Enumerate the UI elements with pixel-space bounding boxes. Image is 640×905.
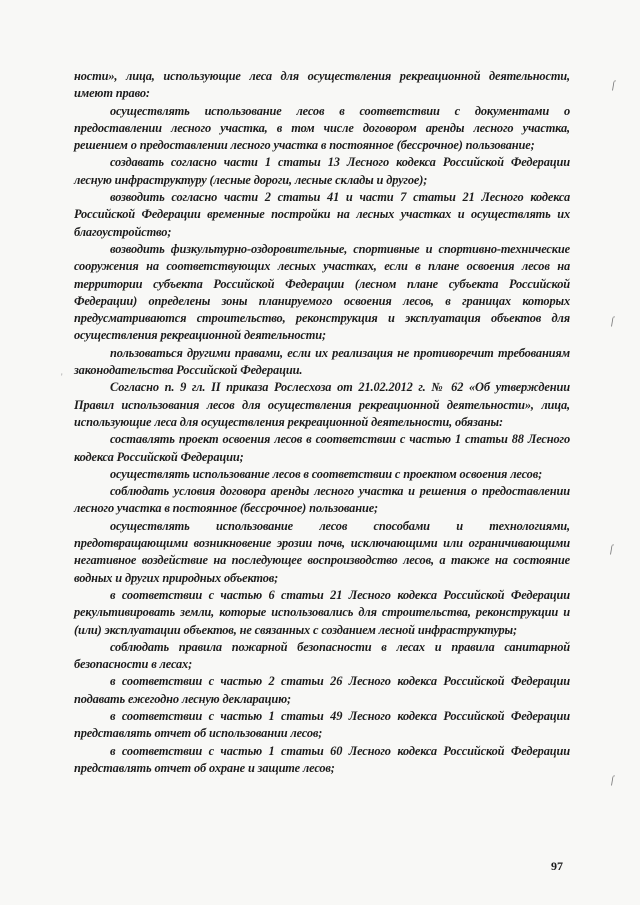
- paragraph: составлять проект освоения лесов в соответствии с частью 1 статьи 88 Лесного кодекса Российской Федерации;: [74, 432, 570, 464]
- page-number: 97: [551, 859, 563, 873]
- paragraph: осуществлять использование лесов способами и технологиями, предотвращающими возникновение эрозии почв, исключающими или ограничивающими негативное воздействие на последующее воспроизводство лесов, а также на состояние водных и других природных объектов;: [74, 518, 570, 585]
- paragraph: в соответствии с частью 1 статьи 49 Лесного кодекса Российской Федерации представлять отчет об использовании лесов;: [74, 708, 570, 741]
- paragraph: в соответствии с частью 6 статьи 21 Лесного кодекса Российской Федерации рекультивировать земли, которые использовались для строительства, реконструкции и (или) эксплуатации объектов, не связанных с созданием лесной инфраструктуры;: [74, 587, 570, 637]
- paragraph: соблюдать правила пожарной безопасности в лесах и правила санитарной безопасности в лесах;: [74, 639, 570, 672]
- margin-mark: ſ: [611, 316, 614, 327]
- paragraph: Согласно п. 9 гл. II приказа Рослесхоза от 21.02.2012 г. № 62 «Об утверждении Правил использования лесов для осуществления рекреационной деятельности», лица, использующие леса для осуществления рекреационной деятельности, обязаны:: [74, 380, 570, 429]
- paragraph: в соответствии с частью 2 статьи 26 Лесного кодекса Российской Федерации подавать ежегодно лесную декларацию;: [74, 674, 570, 706]
- margin-mark: ': [61, 372, 63, 382]
- paragraph: ности», лица, использующие леса для осуществления рекреационной деятельности, имеют право:: [74, 69, 570, 101]
- paragraph: осуществлять использование лесов в соответствии с документами о предоставлении лесного участка, в том числе договором аренды лесного участка, решением о предоставлении лесного участка в постоянное (бессрочное) пользование;: [74, 103, 570, 153]
- paragraph: в соответствии с частью 1 статьи 60 Лесного кодекса Российской Федерации представлять отчет об охране и защите лесов;: [74, 743, 570, 775]
- document-body: [74, 68, 570, 777]
- paragraph: осуществлять использование лесов в соответствии с проектом освоения лесов;: [110, 466, 543, 481]
- paragraph: пользоваться другими правами, если их реализация не противоречит требованиям законодательства Российской Федерации.: [74, 345, 570, 378]
- margin-mark: ſ: [610, 544, 613, 555]
- margin-mark: ſ: [612, 80, 615, 91]
- paragraph: возводить согласно части 2 статьи 41 и части 7 статьи 21 Лесного кодекса Российской Федерации временные постройки на лесных участках и осуществлять их благоустройство;: [74, 190, 570, 239]
- paragraph: создавать согласно части 1 статьи 13 Лесного кодекса Российской Федерации лесную инфраструктуру (лесные дороги, лесные склады и другое);: [74, 155, 570, 187]
- margin-mark: ſ: [611, 775, 614, 786]
- paragraph: соблюдать условия договора аренды лесного участка и решения о предоставлении лесного участка в постоянное (бессрочное) пользование;: [74, 484, 570, 516]
- paragraph: возводить физкультурно-оздоровительные, спортивные и спортивно-технические сооружения на соответствующих лесных участках, если в плане освоения лесов на территории субъекта Российской Федерации (лесном плане субъекта Российской Федерации) определены зоны планируемого освоения лесов, в границах которых предусматриваются строительство, реконструкция и эксплуатация объектов для осуществления рекреационной деятельности;: [74, 241, 570, 343]
